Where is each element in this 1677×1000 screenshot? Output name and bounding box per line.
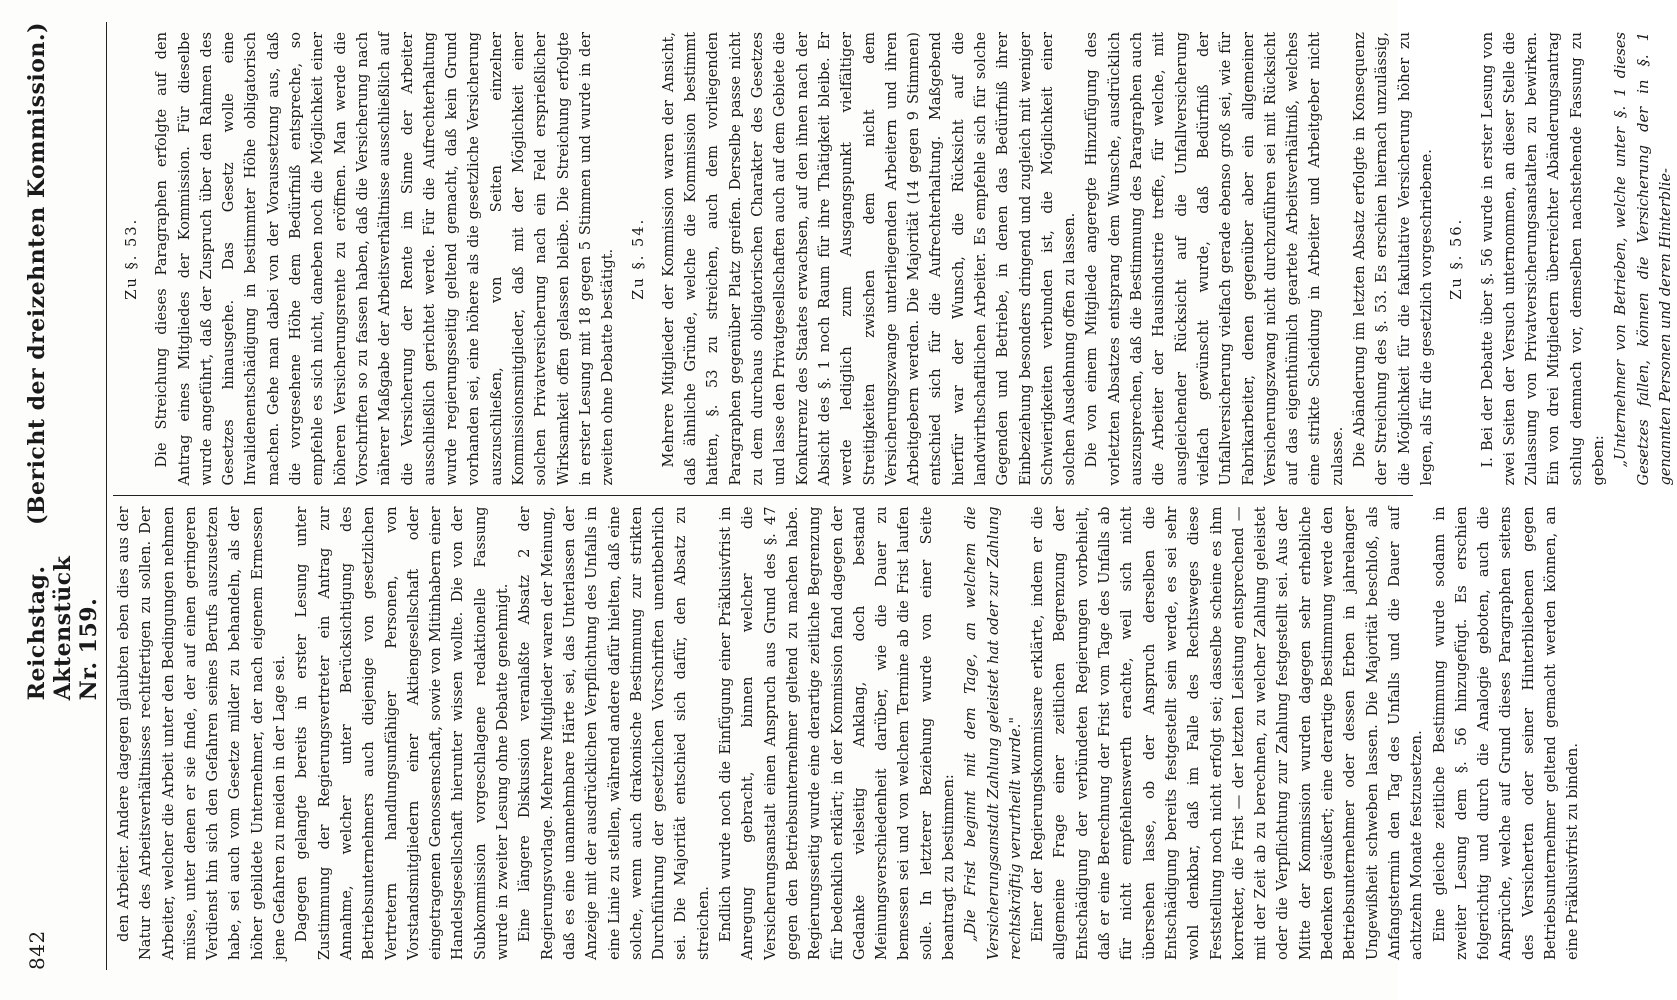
section-heading: Zu §. 53. <box>123 217 140 300</box>
quoted-provision: „Die Frist beginnt mit dem Tage, an welchem die Versicherungsanstalt Zahlung geleistet hat oder zur Zahlung rechtskräftig verurtheilt wurde." <box>962 506 1024 960</box>
paragraph: Eine gleiche zeitliche Bestimmung wurde sodann in zweiter Lesung dem §. 56 hinzugefügt. Es erschien folgerichtig und durch die Analogie geboten, auch die Ansprüche, welche auf Grund dieses Paragraphen seitens des Versicherten oder seiner Hinterbliebenen gegen Betriebsunternehmer geltend gemacht werden können, an eine Präklusivfrist zu binden. <box>1430 506 1582 960</box>
column-divider <box>113 496 1413 497</box>
section-heading: Zu §. 54. <box>629 217 647 300</box>
paragraph: Endlich wurde noch die Einfügung einer Präklusivfrist in Anregung gebracht, binnen welcher die Versicherungsanstalt einen Anspruch aus Grund des §. 47 gegen den Betriebsunternehmer geltend zu machen habe. Regierungsseitig wurde eine derartige zeitliche Begrenzung für bedenklich erklärt; in der Kommission fand dagegen der Gedanke vielseitig Anklang, doch bestand Meinungsverschiedenheit darüber, wie die Dauer zu bemessen sei und von welchem Termine ab die Frist laufen solle. In letzterer Beziehung wurde von einer Seite beantragt zu bestimmen: <box>717 506 957 960</box>
running-head <box>24 22 107 970</box>
paragraph: Die von einem Mitgliede angeregte Hinzufügung des vorletzten Absatzes entsprang dem Wunsche, ausdrücklich auszusprechen, daß die Bestimmung des Paragraphen auch die Arbeiter der Hausindustrie treffe, für welche, mit ausgleichender Rücksicht auf die Unfallversicherung vielfach gewünscht wurde, daß Bedürfniß der Unfallversicherung vielfach gerade ebenso groß sei, wie für Fabrikarbeiter, denen gegenüber aber ein allgemeiner Versicherungszwang nicht durchzuführen sei mit Rücksicht auf das eigenthümlich geartete Arbeitsverhältniß, welches eine strikte Scheidung in Arbeiter und Arbeitgeber nicht zulasse. <box>1083 32 1346 486</box>
left-column <box>113 497 1582 971</box>
paragraph: Dagegen gelangte bereits in erster Lesung unter Zustimmung der Regierungsvertreter ein Antrag zur Annahme, welcher unter Berücksichtigung des Betriebsunternehmers auch diejenige von gesetzlichen Vertretern handlungsunfähiger Personen, von Vorstandsmitgliedern einer Aktiengesellschaft oder eingetragenen Genossenschaft, sowie von Mitinhabern einer Handelsgesellschaft hierunter wissen wollte. Die von der Subkommission vorgeschlagene redaktionelle Fassung wurde in zweiter Lesung ohne Debatte genehmigt. <box>293 506 512 960</box>
running-head-right: (Bericht der dreizehnten Kommission.) <box>24 22 50 526</box>
running-head-title: Reichstag. Aktenstück Nr. 159. <box>24 555 102 701</box>
paragraph: Einer der Regierungskommissare erklärte, indem er die allgemeine Frage einer zeitlichen Begrenzung der Entschädigung der verbündeten Regierungen vorbehielt, daß er eine Berechnung der Frist vom Tage des Unfalls ab für nicht empfehlenswerth erachte, weil sich nicht übersehen lasse, ob der Anspruch derselben die Entschädigung bereits festgestellt sein werde, es sei sehr wohl denkbar, daß im Falle des Rechtsweges diese Feststellung noch nicht erfolgt sei; dasselbe scheine es ihm korrekter, die Frist — der letzten Leistung entsprechend — mit der Zeit ab zu berechnen, zu welcher Zahlung geleistet oder die Verpflichtung zur Zahlung festgestellt sei. Aus der Mitte der Kommission wurden dagegen sehr erhebliche Bedenken geäußert; eine derartige Bestimmung werde den Betriebsunternehmer oder dessen Erben in jahrelanger Ungewißheit schweben lassen. Die Majorität beschloß, als Anfangstermin den Tag des Unfalls und die Dauer auf achtzehn Monate festzusetzen. <box>1029 506 1426 960</box>
quoted-provision: „Unternehmer von Betrieben, welche unter §. 1 dieses Gesetzes fallen, können die Versicherung der in §. 1 genannten Personen und deren Hinterblie- <box>1612 32 1674 486</box>
paragraph: Eine längere Diskussion veranlaßte Absatz 2 der Regierungsvorlage. Mehrere Mitglieder waren der Meinung, daß es eine unannehmbare Härte sei, das Unterlassen der Anzeige mit der ausdrücklichen Verpflichtung des Unfalls in eine Linie zu stellen, während andere dafür hielten, daß eine solche, wenn auch drakonische Bestimmung zur strikten Durchführung der gesetzlichen Vorschriften unentbehrlich sei. Die Majorität entschied sich dafür, den Absatz zu streichen. <box>516 506 712 960</box>
paragraph: den Arbeiter. Andere dagegen glaubten eben dies aus der Natur des Arbeitsverhältnisses rechtfertigen zu sollen. Der Arbeiter, welcher die Arbeit unter den Bedingungen nehmen müsse, unter denen er sie finde, der auf einen geringeren Verdienst hin sich den Gefahren seines Berufs auszusetzen habe, sei auch vom Gesetze milder zu behandeln, als der höher gebildete Unternehmer, der nach eigenem Ermessen jene Gefahren zu meiden in der Lage sei. <box>115 506 289 960</box>
paragraph: I. Bei der Debatte über §. 56 wurde in erster Lesung von zwei Seiten der Versuch unternommen, an dieser Stelle die Zulassung von Privatversicherungsanstalten zu bewirken. Ein von drei Mitgliedern überreichter Abänderungsantrag schlug demnach vor, demselben nachstehende Fassung zu geben: <box>1478 32 1607 486</box>
paragraph: Mehrere Mitglieder der Kommission waren der Ansicht, daß ähnliche Gründe, welche die Kommission bestimmt hatten, §. 53 zu streichen, auch dem vorliegenden Paragraphen gegenüber Platz greifen. Derselbe passe nicht zu dem durchaus obligatorischen Charakter des Gesetzes und lasse den Privatgesellschaften auch auf dem Gebiete die Konkurrenz des Staates erwachsen, auf den ihnen nach der Absicht des §. 1 noch Raum für ihre Thätigkeit bleibe. Er werde lediglich zum Ausgangspunkt vielfältiger Streitigkeiten zwischen dem nicht dem Versicherungszwange unterliegenden Arbeitern und ihren Arbeitgebern werden. Die Majorität (14 gegen 9 Stimmen) entschied sich für die Aufrechterhaltung. Maßgebend hierfür war der Wunsch, die Rücksicht auf die landwirthschaftlichen Arbeiter. Es empfehle sich für solche Gegenden und Betriebe, in denen das Bedürfniß ihrer Einbeziehung besonders dringend und zugleich mit weniger Schwierigkeiten verbunden ist, die Möglichkeit einer solchen Ausdehnung offen zu lassen. <box>659 32 1079 486</box>
text-columns <box>113 22 1674 970</box>
page-number: 842 <box>25 930 49 970</box>
section-heading: Zu §. 56. <box>1448 217 1466 300</box>
paragraph: Die Streichung dieses Paragraphen erfolgte auf den Antrag eines Mitgliedes der Kommission. Für dieselbe wurde angeführt, daß der Zuspruch über den Rahmen des Gesetzes hinausgehe. Das Gesetz wolle eine Invalidenentschädigung in bestimmter Höhe obligatorisch machen. Gehe man dabei von der Voraussetzung aus, daß die vorgesehene Höhe dem Bedürfniß entspreche, so empfehle es sich nicht, daneben noch die Möglichkeit einer höheren Versicherungsrente zu eröffnen. Man werde die Vorschriften so zu fassen haben, daß die Versicherung nach näherer Maßgabe der Arbeitsverhältnisse ausschließlich auf die Versicherung der Rente im Sinne der Arbeiter ausschließlich gerichtet werde. Für die Aufrechterhaltung wurde regierungsseitig geltend gemacht, daß kein Grund vorhanden sei, eine höhere als die gesetzliche Versicherung auszuschließen, von Seiten einzelner Kommissionsmitglieder, daß mit der Möglichkeit einer solchen Privatversicherung nach ein Feld ersprießlicher Wirksamkeit offen gelassen bleibe. Die Streichung erfolgte in erster Lesung mit 18 gegen 5 Stimmen und wurde in der zweiten ohne Debatte bestätigt. <box>153 32 617 486</box>
paragraph: Die Abänderung im letzten Absatz erfolgte in Konsequenz der Streichung des §. 53. Es erschien hiernach unzulässig, die Möglichkeit für die fakultative Versicherung höher zu legen, als für die gesetzlich vorgeschriebene. <box>1351 32 1435 486</box>
right-column <box>113 22 1674 496</box>
